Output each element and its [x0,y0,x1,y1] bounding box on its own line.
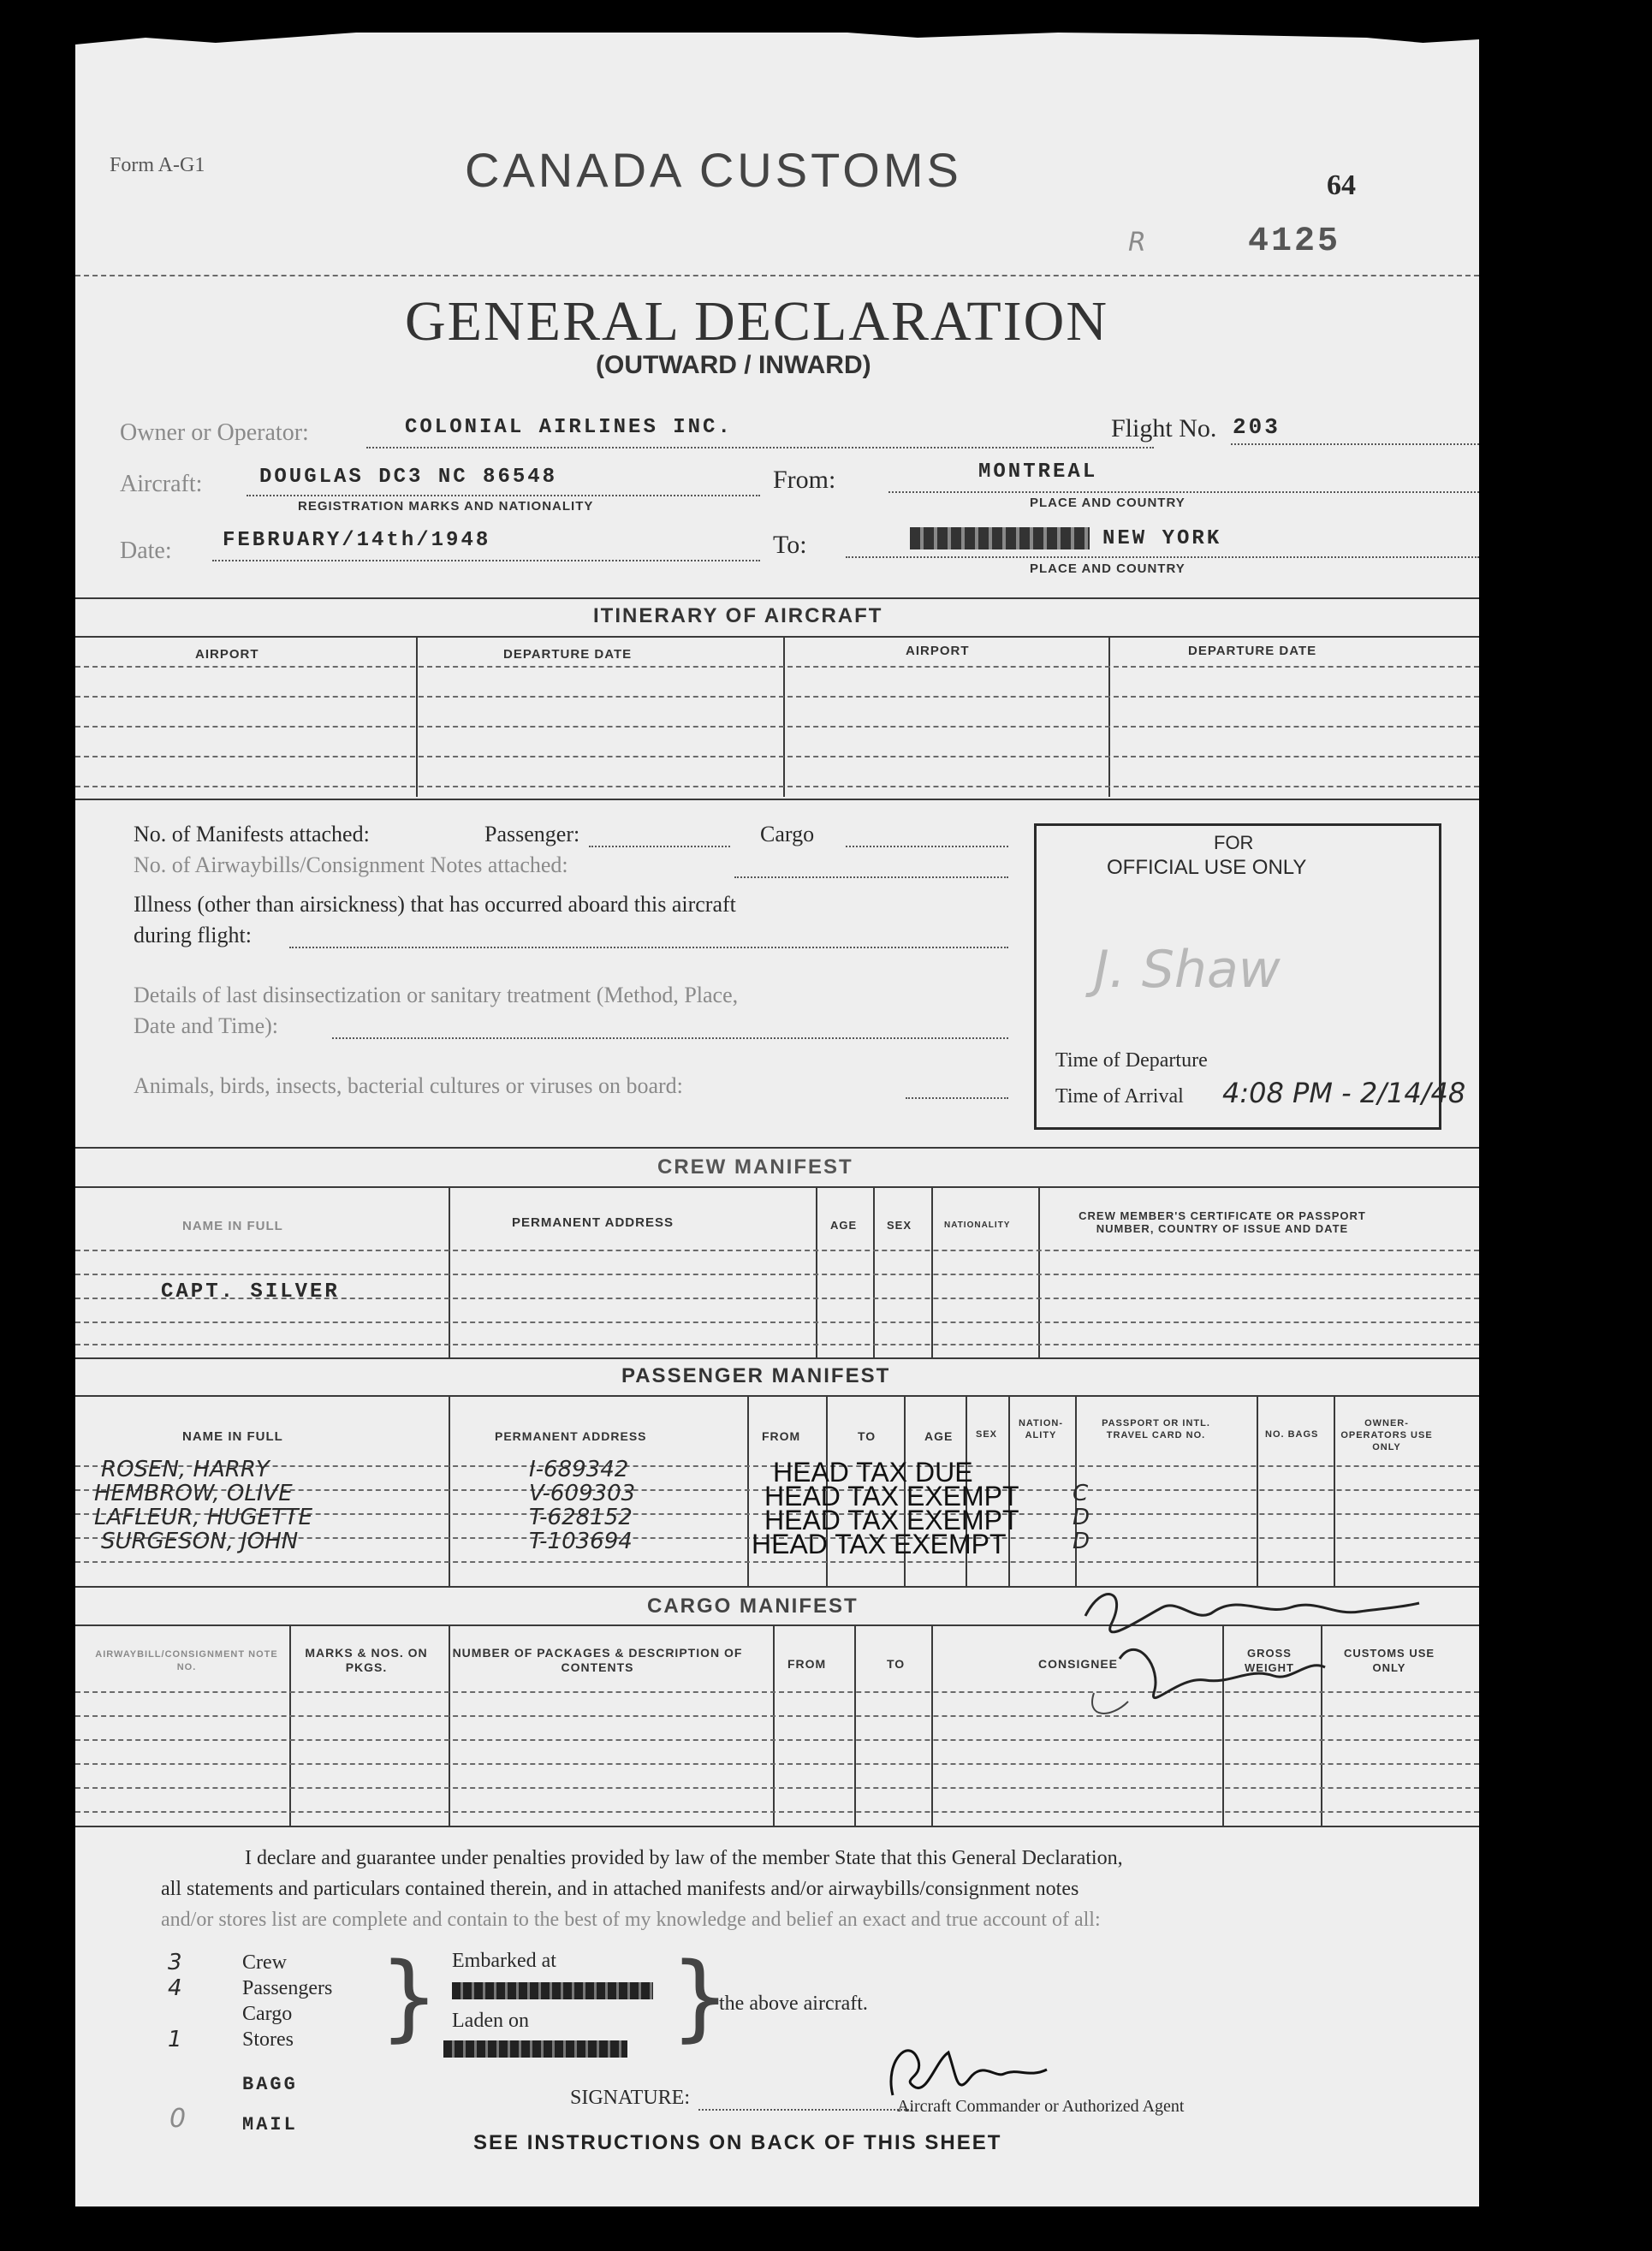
itinerary-row-line [75,786,1479,787]
date-value: FEBRUARY/14th/1948 [223,529,491,552]
manifests-label: No. of Manifests attached: [134,822,370,846]
cargo-row-line [75,1763,1479,1765]
to-caption: PLACE AND COUNTRY [1030,561,1186,576]
cargo-col-packages: NUMBER OF PACKAGES & DESCRIPTION OF CONTENTS [452,1646,743,1674]
count-passengers: 4 [168,1975,182,2001]
aircraft-line [247,495,760,496]
itinerary-top-rule [75,597,1479,599]
crew-row-line [75,1250,1479,1251]
crew-col-sex: SEX [887,1219,912,1232]
passenger-col-age: AGE [924,1429,954,1443]
passenger-row-1-stamp: HEAD TAX DUE [773,1457,973,1488]
passenger-row-1-name: ROSEN, HARRY [101,1457,270,1482]
cargo-col-customs: CUSTOMS USE ONLY [1343,1647,1435,1674]
passenger-col-nationality: NATION-ALITY [1018,1418,1063,1440]
cargo-col-div [289,1624,291,1826]
brace-left: } [379,1942,439,2052]
date-line [212,560,760,561]
crew-col-certificate: CREW MEMBER'S CERTIFICATE OR PASSPORT NUMBER, COUNTRY OF ISSUE AND DATE [1079,1209,1366,1235]
declaration-line-1: I declare and guarantee under penalties provided by law of the member State that this General Declaration, [245,1847,1123,1869]
disinsect-line-2: Date and Time): [134,1013,278,1038]
itinerary-row-line [75,756,1479,757]
declaration-line-2: all statements and particulars contained therein, and in attached manifests and/or airwaybills/consignment notes [161,1878,1079,1900]
laden-struck [443,2040,627,2058]
passenger-row-2-mark: C [1073,1481,1089,1506]
itinerary-title: ITINERARY OF AIRCRAFT [593,604,883,627]
crew-row-1-name: CAPT. SILVER [161,1280,340,1304]
crew-top-rule [75,1147,1479,1149]
flight-label: Flight No. [1111,414,1217,442]
signature-caption: Aircraft Commander or Authorized Agent [897,2097,1185,2116]
cargo-bottom-rule [75,1826,1479,1827]
owner-label: Owner or Operator: [120,419,309,446]
itinerary-col-div-2 [783,636,785,797]
cargo-col-div [854,1624,856,1826]
count-crew: 3 [168,1950,182,1975]
crew-col-div [816,1186,817,1357]
label-crew: Crew [242,1951,287,1974]
crew-row-line [75,1321,1479,1323]
cargo-col-div [449,1624,450,1826]
illness-line-2: during flight: [134,923,252,947]
disinsect-line-1: Details of last disinsectization or sanitary treatment (Method, Place, [134,983,739,1007]
itinerary-bottom-rule [75,799,1479,800]
cargo-row-line [75,1739,1479,1741]
passenger-head-rule [75,1395,1479,1397]
cargo-row-line [75,1811,1479,1813]
itinerary-head-rule [75,636,1479,638]
brace-right: } [670,1942,730,2052]
itinerary-col-airport-2: AIRPORT [906,644,970,658]
passenger-row-3-name: LAFLEUR, HUGETTE [94,1505,313,1530]
cargo-col-div [931,1624,933,1826]
itinerary-col-date-1: DEPARTURE DATE [503,647,633,662]
passenger-col-passport: PASSPORT OR INTL. TRAVEL CARD NO. [1102,1418,1210,1440]
owner-line [366,447,1154,448]
itinerary-col-div-1 [416,636,418,797]
label-cargo: Cargo [242,2003,293,2025]
illness-line [289,947,1008,948]
crew-row-line [75,1298,1479,1299]
handwritten-signature-scrawl [1068,1565,1428,1736]
passenger-row-4-mark: D [1073,1529,1090,1554]
official-line-2: OFFICIAL USE ONLY [1107,856,1307,879]
passenger-row-3-address: T-628152 [529,1505,633,1530]
torn-edge [75,33,1479,50]
count-stores: 1 [168,2027,182,2052]
disinsect-line [332,1037,1008,1039]
passenger-col-sex: SEX [976,1429,998,1440]
passenger-title: PASSENGER MANIFEST [621,1364,891,1387]
passenger-row-2-stamp: HEAD TAX EXEMPT [764,1481,1019,1512]
crew-title: CREW MANIFEST [657,1155,853,1179]
passenger-line [589,846,730,847]
itinerary-row-line [75,726,1479,728]
label-passengers: Passengers [242,1977,333,1999]
crew-col-address: PERMANENT ADDRESS [512,1215,674,1230]
flight-value: 203 [1233,414,1281,440]
passenger-col-bags: NO. BAGS [1265,1429,1319,1440]
passenger-row-4-stamp: HEAD TAX EXEMPT [752,1529,1007,1559]
cargo-label: Cargo [760,822,815,846]
to-label: To: [773,531,807,559]
passenger-row-2-name: HEMBROW, OLIVE [94,1481,293,1506]
crew-col-age: AGE [830,1219,858,1232]
footer-instructions: SEE INSTRUCTIONS ON BACK OF THIS SHEET [473,2131,1002,2154]
passenger-top-rule [75,1357,1479,1359]
itinerary-col-airport-1: AIRPORT [195,647,259,662]
embarked-struck [452,1982,653,1999]
crew-col-div [449,1186,450,1357]
above-aircraft: the above aircraft. [719,1993,868,2015]
passenger-label: Passenger: [484,822,580,846]
mail-label: MAIL [242,2114,298,2135]
passenger-row-3-stamp: HEAD TAX EXEMPT [764,1505,1019,1535]
departure-time-label: Time of Departure [1055,1049,1208,1072]
crew-col-div [873,1186,875,1357]
passenger-col-from: FROM [762,1429,801,1443]
from-caption: PLACE AND COUNTRY [1030,496,1186,510]
date-label: Date: [120,538,172,564]
flight-line [1231,443,1479,445]
arrival-time-label: Time of Arrival [1055,1085,1184,1108]
itinerary-col-date-2: DEPARTURE DATE [1188,644,1317,658]
direction-label: (OUTWARD / INWARD) [596,351,871,379]
itinerary-row-line [75,696,1479,698]
from-line [888,491,1479,493]
from-value: MONTREAL [978,460,1098,484]
passenger-col-address: PERMANENT ADDRESS [495,1429,647,1443]
bagg-label: BAGG [242,2074,298,2095]
crew-col-nationality: NATIONALITY [944,1221,1011,1230]
cargo-row-line [75,1787,1479,1789]
to-struck [910,527,1090,549]
aircraft-label: Aircraft: [120,471,203,497]
illness-line-1: Illness (other than airsickness) that has occurred aboard this aircraft [134,892,736,917]
official-signature: J. Shaw [1094,940,1281,1000]
crew-col-div [931,1186,933,1357]
official-line-1: FOR [1214,832,1254,853]
arrival-time-value: 4:08 PM - 2/14/48 [1222,1077,1466,1109]
passenger-row-2-address: V-609303 [529,1481,636,1506]
cargo-col-airwaybill: AIRWAYBILL/CONSIGNMENT NOTE NO. [95,1649,278,1672]
passenger-row-line [75,1561,1479,1563]
crew-head-rule [75,1186,1479,1188]
passenger-row-4-address: T-103694 [529,1529,633,1554]
crew-col-div [1038,1186,1040,1357]
document-title: GENERAL DECLARATION [405,290,1108,353]
stamp-number: 4125 [1248,223,1341,261]
label-stores: Stores [242,2028,294,2051]
passenger-row-1-address: I-689342 [529,1457,629,1482]
cargo-title: CARGO MANIFEST [647,1595,859,1618]
to-value: NEW YORK [1102,527,1222,550]
owner-value: COLONIAL AIRLINES INC. [405,416,733,439]
passenger-col-to: TO [858,1429,877,1443]
stamp-prefix: R [1128,228,1146,258]
customs-title: CANADA CUSTOMS [465,143,962,197]
form-number: Form A-G1 [110,154,205,176]
mail-count: 0 [169,2104,187,2134]
declaration-line-3: and/or stores list are complete and contain to the best of my knowledge and belief an exact and true account of all: [161,1909,1101,1931]
passenger-row-3-mark: D [1073,1505,1090,1530]
declaration-sheet [75,33,1479,2206]
crew-row-line [75,1344,1479,1345]
airwaybills-label: No. of Airwaybills/Consignment Notes attached: [134,852,568,877]
laden-label: Laden on [452,2010,529,2032]
animals-label: Animals, birds, insects, bacterial cultures or viruses on board: [134,1073,683,1098]
header-rule [75,275,1479,276]
cargo-col-to: TO [887,1657,906,1671]
itinerary-col-div-3 [1108,636,1110,797]
passenger-col-name: NAME IN FULL [182,1429,283,1444]
cargo-col-div [773,1624,775,1826]
crew-row-line [75,1274,1479,1275]
to-line [846,556,1479,558]
page-number: 64 [1327,169,1356,201]
airwaybills-line [734,876,1008,878]
embarked-label: Embarked at [452,1950,556,1972]
cargo-col-consignee: CONSIGNEE [1038,1657,1119,1671]
cargo-col-from: FROM [787,1657,827,1671]
crew-col-name: NAME IN FULL [182,1219,283,1233]
passenger-col-owner: OWNER-OPERATORS USE ONLY [1340,1418,1433,1452]
from-label: From: [773,466,836,494]
animals-line [906,1097,1008,1099]
aircraft-caption: REGISTRATION MARKS AND NATIONALITY [298,499,594,514]
cargo-col-weight: GROSS WEIGHT [1245,1647,1294,1674]
itinerary-row-line [75,666,1479,668]
signature-label: SIGNATURE: [570,2087,691,2109]
aircraft-value: DOUGLAS DC3 NC 86548 [259,466,558,489]
passenger-row-4-name: SURGESON, JOHN [101,1529,299,1554]
cargo-col-marks: MARKS & NOS. ON PKGS. [305,1646,428,1674]
cargo-line [846,846,1008,847]
